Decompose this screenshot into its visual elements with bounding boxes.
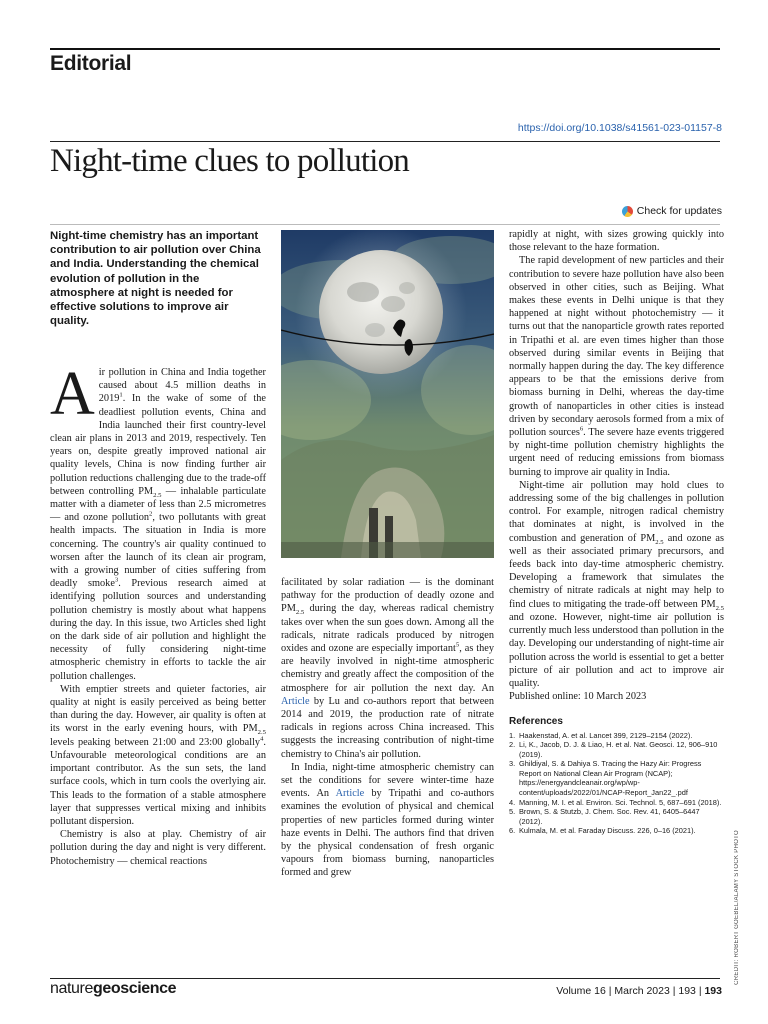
article-title: Night-time clues to pollution [50,143,410,179]
paragraph: In India, night-time atmospheric chemistry can set the conditions for severe winter-time haze events. An Article by Tripathi and co-authors examines the evolution of physical and chemical properties of new particles formed during winter haze events in Delhi. The authors find that driven by the physical condensation of fresh organic vapours from biomass burning, nanoparticles formed and grew [281,761,494,879]
doi-link[interactable]: https://doi.org/10.1038/s41561-023-01157-8 [517,122,722,134]
paragraph: With emptier streets and quieter factories, air quality at night is easily perceived as being better than during the day. However, air quality is often at its worst in the early evening hours, with $PM_{2.5}$ levels peaking between 21:00 and 23:00 globally$^4$. Unfavourable meteorological conditions are an important contributor. As the sun sets, the land surface cools, which in turn cools the overlying air. This leads to the formation of a stable atmosphere layer that suppresses vertical mixing and inhibits pollutant dispersion. [50,683,266,827]
paragraph: facilitated by solar radiation — is the dominant pathway for the production of deadly ozone and $PM_{2.5}$ during the day, whereas radical chemistry takes over when the sun goes down. Among all the radicals, nitrate radicals produced by nitrogen oxides and ozone are especially important$^5$, as they are heavily involved in night-time atmospheric chemistry and greatly affect the composition of the atmosphere for air pollution the next day. An Article by Lu and co-authors report that between 2014 and 2019, the production rate of nitrate radicals in regions across China increased. This suggests the increasing contribution of night-time chemistry to China's air pollution. [281,577,495,760]
references-heading: References [509,716,563,728]
section-label: Editorial [50,52,132,75]
paragraph: rapidly at night, with sizes growing quickly into those relevant to the haze formation. [509,229,724,254]
paragraph: The rapid development of new particles and their contribution to severe haze pollution have also been observed in other cities, such as Beijing. What makes these events in Delhi unique is that they happened at night without photochemistry — it turns out that the nanoparticle growth rates reported in Tripathi et al. are even times higher than those observed during similar events in Beijing that normally happen during the day. The key difference appears to be that the emissions derive from biomass burning in Delhi, whereas the day-time growth of nanoparticles in other cities is instead driven by secondary aerosols formed from a mix of pollution sources$^6$. The severe haze events triggered by night-time pollution chemistry highlights the urgent need of reducing emissions from biomass burning to improve air quality in India. [509,255,724,478]
journal-name: naturegeoscience [50,980,177,997]
reference-item: 5. Brown, S. & Stutzb, J. Chem. Soc. Rev. 41, 6405–6447 (2012). [509,807,700,826]
page-info: Volume 16 | March 2023 | 193 | 193 [556,985,722,997]
paragraph: Air pollution in China and India together caused about 4.5 million deaths in 2019$^1$. In the wake of some of the deadliest pollution events, China and India launched their first country-level clean air plans in 2013 and 2019, respectively. Ten years on, despite greatly improved national air quality levels, China is now finding further air pollution reductions challenging due to the trade-off between controlling $PM_{2.5}$ — inhalable particulate matter with a diameter of less than 2.5 micrometres — and ozone pollution$^2$, two pollutants with great health impacts. The situation in India is more concerning. The country's air quality continued to worsen after the launch of its clean air program, with a growing number of cities suffering from deadly smoke$^3$. Previous research aimed at identifying pollution sources and understanding pollution chemistry is mostly about what happens during the day. In this issue, two Articles shed light on the dark side of air pollution and highlight the necessity of fully considering night-time atmospheric chemistry in efforts to tackle the air pollution challenges. [50,360,267,682]
column-1 [50,360,267,868]
reference-item: 1. Haakenstad, A. et al. Lancet 399, 2129–2154 (2022). [509,730,693,740]
reference-item: 3. Ghildiyal, S. & Dahiya S. Tracing the Hazy Air: Progress Report on National Clean Air Program (NCAP); https://energyandcleanair.org/wp/wp-content/uploads/2022/01/NCAP-Report_Jan22_.pdf [509,759,702,798]
column-2 [281,576,494,880]
reference-item: 4. Manning, M. I. et al. Environ. Sci. Technol. 5, 687–691 (2018). [509,797,722,807]
standfirst: Night-time chemistry has an important contribution to air pollution over China and India. Understanding the chemical evolution of pollution in the atmosphere at night is needed for effective solutions to improve air quality. [50,230,261,328]
article-link[interactable]: Article [335,788,365,800]
moon-photo [281,230,494,558]
check-updates-icon [622,206,633,217]
check-for-updates-button[interactable] [622,205,722,217]
reference-marker[interactable]: 4 [260,735,264,743]
moon-birds-illustration [281,230,494,558]
reference-item: 2. Li, K., Jacob, D. J. & Liao, H. et al. Nat. Geosci. 12, 906–910 (2019). [509,740,718,759]
reference-marker[interactable]: 1 [119,391,123,399]
footer-rule [50,978,720,979]
drop-cap: A [50,360,95,428]
reference-item: 6. Kulmala, M. et al. Faraday Discuss. 226, 0–16 (2021). [509,826,696,836]
title-rule [50,141,720,142]
top-rule [50,48,720,50]
article-link[interactable]: Article [281,695,310,707]
published-date: Published online: 10 March 2023 [509,691,647,703]
references-list [509,731,724,837]
page-number: 193 [704,985,722,997]
reference-marker[interactable]: 6 [579,425,584,433]
paragraph: Chemistry is also at play. Chemistry of air pollution during the day and night is very different. Photochemistry — chemical reactions [50,829,266,867]
body-rule [50,224,720,225]
reference-marker[interactable]: 5 [455,641,460,649]
photo-credit: CREDIT: ROBERT GOEBEL/ALAMY STOCK PHOTO [734,830,740,985]
column-3 [509,228,724,836]
check-updates-label: Check for updates [636,205,722,217]
reference-marker[interactable]: 2 [149,510,153,518]
paragraph: Night-time air pollution may hold clues to addressing some of the big challenges in pollution control. For example, nitrogen radical chemistry that dominates at night, is involved in the combustion and generation of $PM_{2.5}$ and ozone as well as their associated primary precursors, and feeds back into day-time atmospheric chemistry. Developing a framework that simulates the chemistry of nitrate radicals at night may help to find clues to mitigating the trade-off between $PM_{2.5}$ and ozone. However, night-time air pollution is currently much less understood than pollution in the day. Developing our understanding of night-time air pollution across the world is essential to get a better picture of air pollution and act to improve air quality. [509,479,724,689]
reference-marker[interactable]: 3 [114,576,119,584]
